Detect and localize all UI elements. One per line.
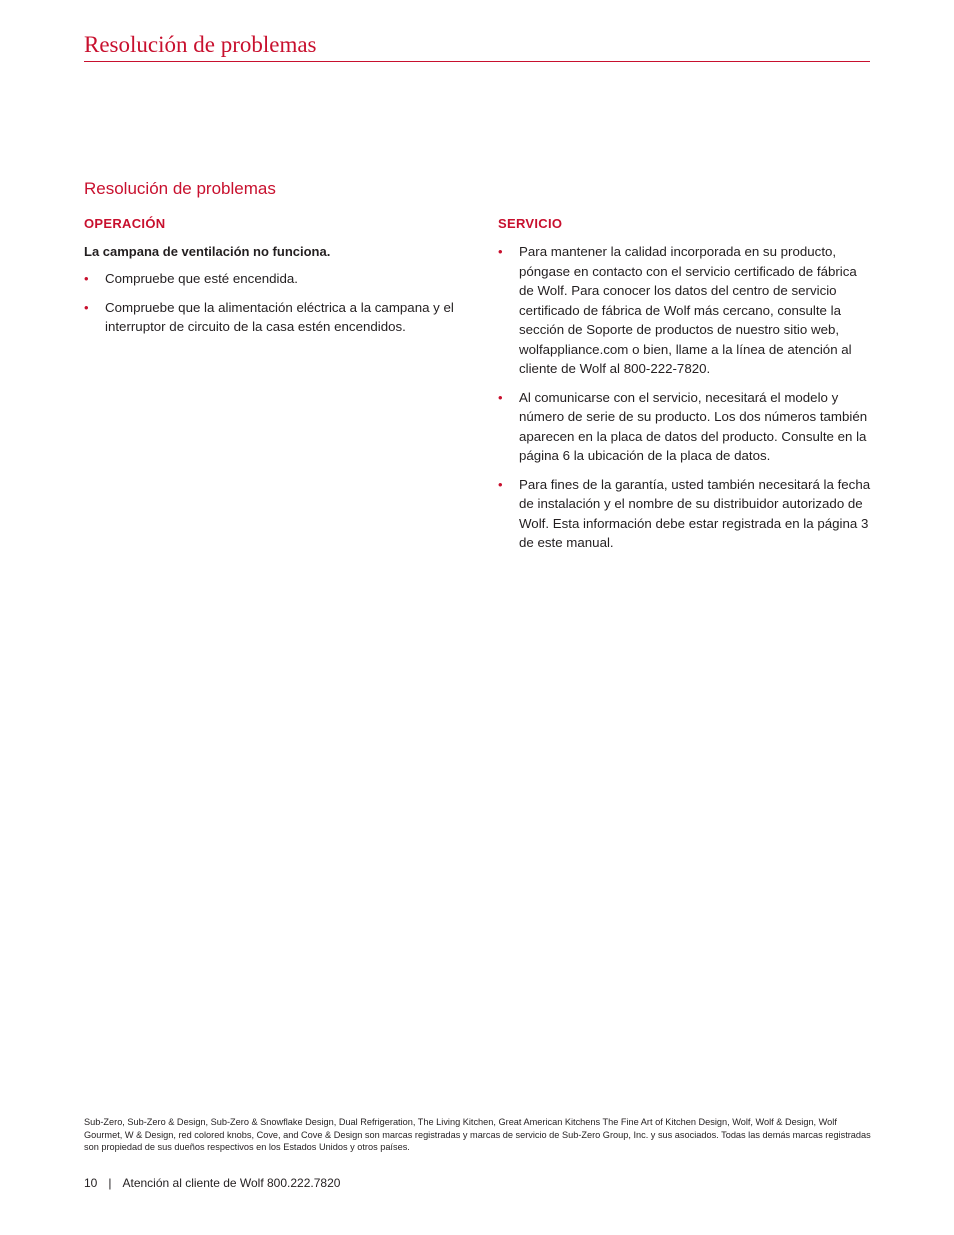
operation-heading: OPERACIÓN: [84, 216, 166, 231]
list-item: [84, 298, 460, 337]
page-number: 10: [84, 1176, 98, 1190]
legal-notice: Sub-Zero, Sub-Zero & Design, Sub-Zero & Snowflake Design, Dual Refrigeration, The Living Kitchen, Great American Kitchens The Fine Art of Kitchen Design, Wolf, Wolf & Design, Wolf Gourmet, W & Design, red colored knobs, Cove, and Cove & Design son marcas registradas y marcas de servicio de Sub-Zero Group, Inc. y sus asociados. Todas las demás marcas registradas son propiedad de sus dueños respectivos en los Estados Unidos y otros países.: [84, 1117, 871, 1152]
list-item: [84, 269, 460, 289]
bullet-icon: •: [498, 244, 503, 259]
page-footer: [84, 1175, 340, 1191]
list-item-text: Compruebe que esté encendida.: [105, 271, 298, 286]
list-item: [498, 242, 871, 379]
list-item-text: Para fines de la garantía, usted también necesitará la fecha de instalación y el nombre de su distribuidor autorizado de Wolf. Esta información debe estar registrada en la página 3 de este manual.: [519, 476, 871, 550]
list-item-text: Compruebe que la alimentación eléctrica a la campana y el interruptor de circuito de la casa estén encendidos.: [105, 299, 454, 334]
bullet-icon: •: [84, 271, 89, 286]
list-item: [498, 475, 871, 553]
list-item: [498, 388, 871, 466]
bullet-icon: •: [498, 389, 503, 405]
page-title: Resolución de problemas: [84, 32, 317, 57]
bullet-icon: •: [84, 299, 89, 315]
service-heading: SERVICIO: [498, 216, 563, 231]
list-item-text: Al comunicarse con el servicio, necesitará el modelo y número de serie de su producto. Los dos números también aparecen en la placa de datos del producto. Consulte en la página 6 la ubicación de la placa de datos.: [519, 389, 868, 463]
customer-service-text: Atención al cliente de Wolf 800.222.7820: [122, 1176, 341, 1190]
problem-statement: La campana de ventilación no funciona.: [84, 244, 331, 259]
operation-list: [84, 269, 460, 337]
section-title: Resolución de problemas: [84, 179, 276, 198]
bullet-icon: •: [498, 476, 503, 492]
service-list: [498, 242, 871, 553]
footer-separator: |: [108, 1176, 112, 1190]
operation-column: [84, 215, 460, 346]
list-item-text: Para mantener la calidad incorporada en su producto, póngase en contacto con el servicio certificado de fábrica de Wolf. Para conocer los datos del centro de servicio certificado de fábrica de Wolf más cercano, consulte la sección de Soporte de productos de nuestro sitio web, wolfappliance.com o bien, llame a la línea de atención al cliente de Wolf al 800-222-7820.: [519, 244, 857, 376]
service-column: [498, 215, 871, 562]
page-header: [84, 30, 870, 62]
